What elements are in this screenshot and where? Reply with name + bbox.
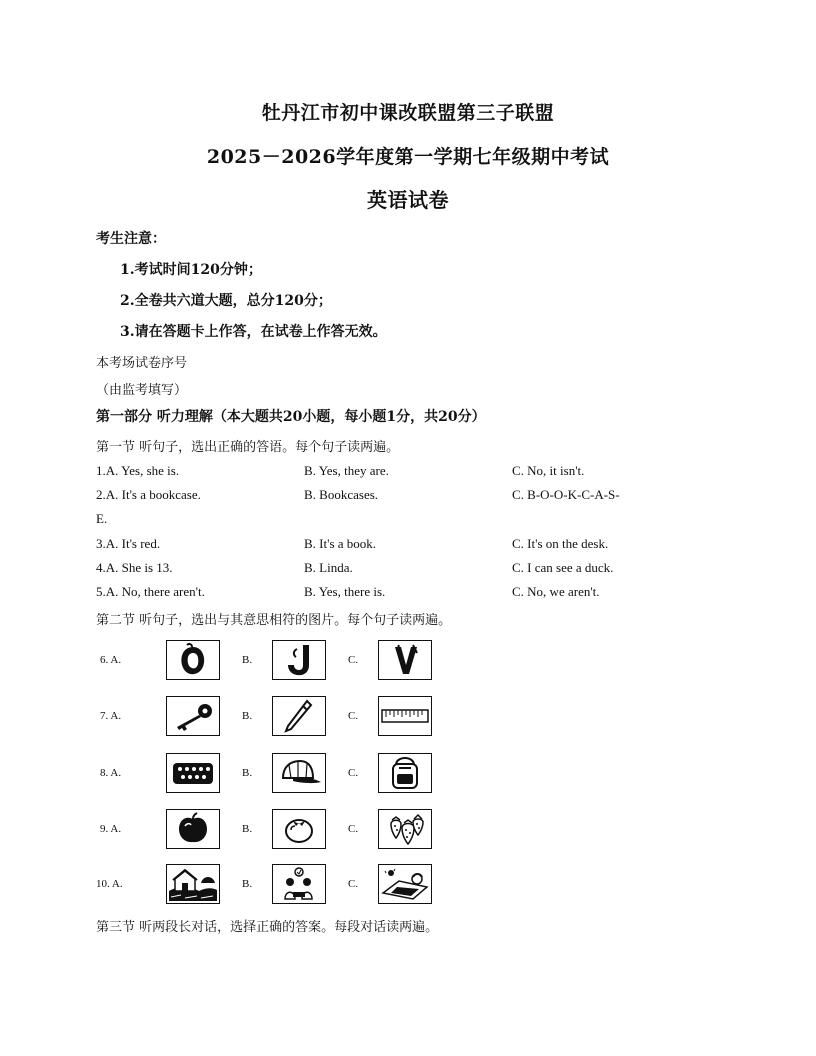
letter-j-icon	[272, 640, 326, 680]
pencil-box-icon	[166, 753, 220, 793]
question-4-option-a: 4.A. She is 13.	[96, 560, 173, 575]
notice-item-2: 2.全卷共六道大题，总分120分；	[120, 293, 332, 309]
question-5-option-c: C. No, we aren't.	[512, 584, 600, 599]
picture-question-10-c-label: C.	[348, 878, 359, 890]
picture-question-7	[100, 696, 460, 740]
picture-question-6-b-label: B.	[242, 654, 253, 666]
question-5-option-b: B. Yes, there is.	[304, 584, 386, 599]
schoolbag-icon	[378, 753, 432, 793]
cap-icon	[272, 753, 326, 793]
question-2	[96, 487, 736, 505]
picture-question-10-label: 10. A.	[96, 878, 123, 890]
picture-question-9	[100, 809, 460, 853]
picture-question-9-label: 9. A.	[100, 823, 122, 835]
question-3-option-a: 3.A. It's red.	[96, 536, 161, 551]
notice-heading: 考生注意：	[96, 231, 166, 247]
part1-title: 第一部分 听力理解（本大题共20小题，每小题1分，共20分）	[96, 409, 486, 425]
section3-instruction: 第三节 听两段长对话，选择正确的答案。每段对话读两遍。	[96, 920, 439, 935]
notice-item-1: 1.考试时间120分钟；	[120, 262, 262, 278]
kids-playing-icon	[272, 864, 326, 904]
letter-o-icon	[166, 640, 220, 680]
proctor-note: （由监考填写）	[96, 383, 188, 398]
question-1-option-a: 1.A. Yes, she is.	[96, 463, 180, 478]
picture-question-7-c-label: C.	[348, 710, 359, 722]
exam-header-line1: 牡丹江市初中课改联盟第三子联盟	[261, 102, 555, 124]
picture-question-7-label: 7. A.	[100, 710, 122, 722]
picture-question-6	[100, 640, 460, 684]
question-5	[96, 584, 736, 602]
question-2-wrap	[96, 511, 736, 529]
picture-question-8-b-label: B.	[242, 767, 253, 779]
picture-question-8-label: 8. A.	[100, 767, 122, 779]
letter-v-icon	[378, 640, 432, 680]
picture-question-9-c-label: C.	[348, 823, 359, 835]
question-4-option-b: B. Linda.	[304, 560, 353, 575]
picture-question-8-c-label: C.	[348, 767, 359, 779]
picture-question-9-b-label: B.	[242, 823, 253, 835]
question-3-option-b: B. It's a book.	[304, 536, 377, 551]
strawberry-icon	[378, 809, 432, 849]
question-1-option-b: B. Yes, they are.	[304, 463, 389, 478]
picture-question-10	[96, 864, 460, 908]
child-sleeping-icon	[378, 864, 432, 904]
question-1-option-c: C. No, it isn't.	[512, 463, 585, 478]
question-2-option-c-continued: E.	[96, 511, 108, 526]
pen-icon	[272, 696, 326, 736]
picture-question-6-label: 6. A.	[100, 654, 122, 666]
question-3	[96, 536, 736, 554]
exam-subject-title: 英语试卷	[367, 188, 449, 212]
question-2-option-a: 2.A. It's a bookcase.	[96, 487, 201, 502]
section2-instruction: 第二节 听句子，选出与其意思相符的图片。每个句子读两遍。	[96, 613, 452, 628]
section1-instruction: 第一节 听句子，选出正确的答语。每个句子读两遍。	[96, 440, 400, 455]
question-2-option-c: C. B-O-O-K-C-A-S-	[512, 487, 620, 502]
picture-question-6-c-label: C.	[348, 654, 359, 666]
question-1	[96, 463, 736, 481]
question-4	[96, 560, 736, 578]
seat-number-label: 本考场试卷序号	[96, 356, 188, 371]
question-5-option-a: 5.A. No, there aren't.	[96, 584, 205, 599]
notice-item-3: 3.请在答题卡上作答，在试卷上作答无效。	[120, 324, 387, 340]
key-icon	[166, 696, 220, 736]
question-4-option-c: C. I can see a duck.	[512, 560, 614, 575]
picture-question-10-b-label: B.	[242, 878, 253, 890]
question-3-option-c: C. It's on the desk.	[512, 536, 609, 551]
ruler-icon	[378, 696, 432, 736]
apple-icon	[166, 809, 220, 849]
picture-question-7-b-label: B.	[242, 710, 253, 722]
tomato-icon	[272, 809, 326, 849]
question-2-option-b: B. Bookcases.	[304, 487, 379, 502]
exam-header-line2: 2025－2026学年度第一学期七年级期中考试	[206, 146, 610, 168]
farm-house-icon	[166, 864, 220, 904]
picture-question-8	[100, 753, 460, 797]
